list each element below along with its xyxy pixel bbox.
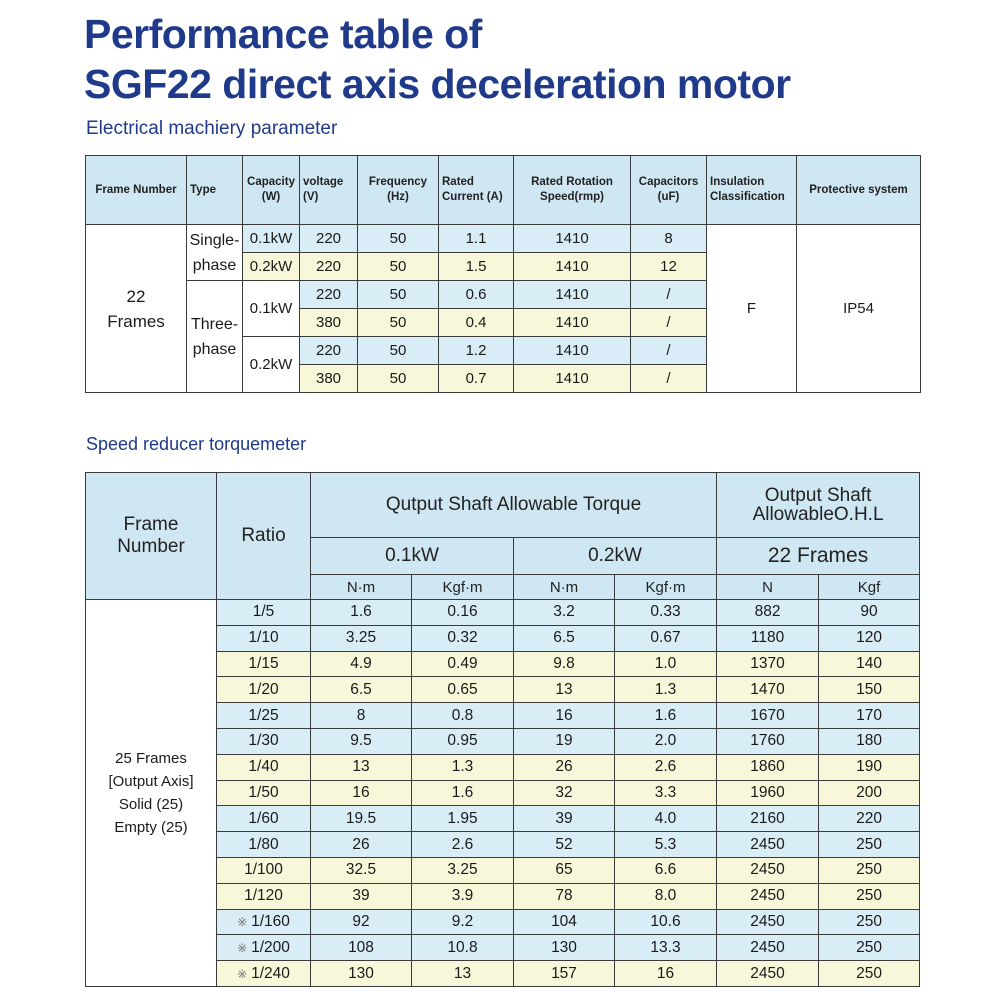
n1-cell: 1.6 [311, 600, 412, 626]
section-title-electrical: Electrical machiery parameter [86, 118, 338, 139]
kgf-cell: 120 [819, 625, 920, 651]
ratio-value: 1/100 [244, 861, 283, 879]
page-title-line-1: Performance table of [84, 11, 482, 57]
capacitor-cell: / [631, 309, 707, 337]
unit-nm-2: N·m [514, 575, 615, 600]
ratio-cell [217, 651, 311, 677]
frame-line: 25 Frames [115, 749, 187, 767]
capacitor-cell: / [631, 281, 707, 309]
ratio-cell [217, 677, 311, 703]
note-mark-icon: ※ [237, 940, 248, 955]
n1-cell: 108 [311, 935, 412, 961]
frequency-cell: 50 [358, 281, 439, 309]
header-capacity: Capacity (W) [243, 156, 300, 225]
ratio-cell [217, 935, 311, 961]
capacitor-cell: 12 [631, 253, 707, 281]
voltage-cell: 220 [300, 281, 358, 309]
k1-cell: 10.8 [412, 935, 514, 961]
n-cell: 2450 [717, 857, 819, 883]
voltage-cell: 220 [300, 337, 358, 365]
n-cell: 882 [717, 600, 819, 626]
ratio-value: 1/25 [248, 706, 279, 724]
header-0-1kw: 0.1kW [311, 538, 514, 575]
n-cell: 1370 [717, 651, 819, 677]
ratio-value: 1/200 [251, 938, 290, 956]
kgf-cell: 250 [819, 935, 920, 961]
k2-cell: 13.3 [615, 935, 717, 961]
ratio-cell [217, 961, 311, 987]
n-cell: 1470 [717, 677, 819, 703]
ratio-value: 1/10 [248, 629, 279, 647]
insulation-value: F [707, 225, 797, 393]
n2-cell: 6.5 [514, 625, 615, 651]
capacity-cell: 0.1kW [243, 281, 300, 337]
frequency-cell: 50 [358, 253, 439, 281]
frequency-cell: 50 [358, 337, 439, 365]
n2-cell: 52 [514, 832, 615, 858]
k2-cell: 16 [615, 961, 717, 987]
kgf-cell: 250 [819, 857, 920, 883]
n1-cell: 19.5 [311, 806, 412, 832]
n2-cell: 13 [514, 677, 615, 703]
header-frequency: Frequency (Hz) [358, 156, 439, 225]
unit-kgf: Kgf [819, 575, 920, 600]
current-cell: 1.5 [439, 253, 514, 281]
n-cell: 2450 [717, 832, 819, 858]
ratio-cell [217, 883, 311, 909]
ratio-value: 1/40 [248, 758, 279, 776]
n1-cell: 8 [311, 703, 412, 729]
table2-row [86, 600, 920, 626]
n1-cell: 6.5 [311, 677, 412, 703]
k1-cell: 0.8 [412, 703, 514, 729]
torque-table [85, 472, 920, 987]
k2-cell: 0.33 [615, 600, 717, 626]
k2-cell: 1.0 [615, 651, 717, 677]
ratio-value: 1/160 [251, 912, 290, 930]
table2-header-row-1 [86, 473, 920, 538]
n2-cell: 32 [514, 780, 615, 806]
n-cell: 1760 [717, 728, 819, 754]
k1-cell: 13 [412, 961, 514, 987]
frame-line: Solid (25) [118, 795, 184, 813]
frame-number-cell [86, 600, 217, 987]
kgf-cell: 250 [819, 832, 920, 858]
n1-cell: 9.5 [311, 728, 412, 754]
header-capacitors: Capacitors (uF) [631, 156, 707, 225]
unit-n: N [717, 575, 819, 600]
ratio-cell [217, 625, 311, 651]
capacity-cell: 0.2kW [243, 337, 300, 393]
n-cell: 2450 [717, 909, 819, 935]
n-cell: 1180 [717, 625, 819, 651]
ratio-value: 1/80 [248, 835, 279, 853]
k1-cell: 1.3 [412, 754, 514, 780]
k2-cell: 1.3 [615, 677, 717, 703]
type-three-l2: phase [192, 340, 237, 358]
capacitor-cell: 8 [631, 225, 707, 253]
kgf-cell: 170 [819, 703, 920, 729]
current-cell: 1.1 [439, 225, 514, 253]
k2-cell: 1.6 [615, 703, 717, 729]
n1-cell: 32.5 [311, 857, 412, 883]
type-three-phase [187, 281, 243, 393]
k1-cell: 1.6 [412, 780, 514, 806]
ratio-value: 1/20 [248, 680, 279, 698]
k2-cell: 10.6 [615, 909, 717, 935]
k1-cell: 1.95 [412, 806, 514, 832]
k2-cell: 5.3 [615, 832, 717, 858]
frequency-cell: 50 [358, 225, 439, 253]
header-insulation: Insulation Classification [707, 156, 797, 225]
speed-cell: 1410 [514, 337, 631, 365]
frame-line: [Output Axis] [108, 772, 194, 790]
capacitor-cell: / [631, 365, 707, 393]
kgf-cell: 190 [819, 754, 920, 780]
type-single-l2: phase [192, 256, 237, 274]
n1-cell: 16 [311, 780, 412, 806]
speed-cell: 1410 [514, 281, 631, 309]
header-voltage: voltage (V) [300, 156, 358, 225]
ratio-value: 1/60 [248, 809, 279, 827]
k1-cell: 9.2 [412, 909, 514, 935]
frequency-cell: 50 [358, 365, 439, 393]
k2-cell: 2.0 [615, 728, 717, 754]
n2-cell: 104 [514, 909, 615, 935]
ratio-cell [217, 600, 311, 626]
k1-cell: 0.65 [412, 677, 514, 703]
frame-line: Empty (25) [114, 818, 188, 836]
ratio-cell [217, 806, 311, 832]
type-single-phase [187, 225, 243, 281]
capacity-cell: 0.1kW [243, 225, 300, 253]
type-three-l1: Three- [190, 315, 239, 333]
header-ratio: Ratio [217, 473, 311, 600]
n1-cell: 92 [311, 909, 412, 935]
k2-cell: 4.0 [615, 806, 717, 832]
capacitor-cell: / [631, 337, 707, 365]
k1-cell: 0.32 [412, 625, 514, 651]
n2-cell: 78 [514, 883, 615, 909]
table1-header-row [86, 156, 921, 225]
n1-cell: 39 [311, 883, 412, 909]
kgf-cell: 200 [819, 780, 920, 806]
unit-kgfm-1: Kgf·m [412, 575, 514, 600]
frame-number-l1: 22 [126, 286, 146, 306]
k1-cell: 2.6 [412, 832, 514, 858]
unit-kgfm-2: Kgf·m [615, 575, 717, 600]
ratio-value: 1/120 [244, 887, 283, 905]
k1-cell: 0.16 [412, 600, 514, 626]
kgf-cell: 150 [819, 677, 920, 703]
header-ohl-l1: Output Shaft [764, 485, 872, 506]
k2-cell: 6.6 [615, 857, 717, 883]
n-cell: 2450 [717, 883, 819, 909]
voltage-cell: 220 [300, 253, 358, 281]
header-frame-l1: Frame [123, 514, 179, 535]
n-cell: 1860 [717, 754, 819, 780]
n2-cell: 39 [514, 806, 615, 832]
kgf-cell: 220 [819, 806, 920, 832]
n2-cell: 157 [514, 961, 615, 987]
ratio-value: 1/50 [248, 783, 279, 801]
n2-cell: 9.8 [514, 651, 615, 677]
speed-cell: 1410 [514, 253, 631, 281]
n1-cell: 130 [311, 961, 412, 987]
k1-cell: 3.25 [412, 857, 514, 883]
kgf-cell: 250 [819, 883, 920, 909]
k2-cell: 0.67 [615, 625, 717, 651]
header-frame-number: Frame Number [86, 156, 187, 225]
k1-cell: 0.49 [412, 651, 514, 677]
voltage-cell: 380 [300, 309, 358, 337]
current-cell: 0.6 [439, 281, 514, 309]
speed-cell: 1410 [514, 225, 631, 253]
n1-cell: 13 [311, 754, 412, 780]
n1-cell: 4.9 [311, 651, 412, 677]
voltage-cell: 380 [300, 365, 358, 393]
k2-cell: 8.0 [615, 883, 717, 909]
n1-cell: 3.25 [311, 625, 412, 651]
section-title-torque: Speed reducer torquemeter [86, 434, 307, 454]
n-cell: 1670 [717, 703, 819, 729]
n2-cell: 130 [514, 935, 615, 961]
ratio-cell [217, 703, 311, 729]
n2-cell: 3.2 [514, 600, 615, 626]
header-rated-rotation: Rated Rotation Speed(rmp) [514, 156, 631, 225]
header-frame-l2: Number [117, 536, 185, 557]
ratio-cell [217, 754, 311, 780]
type-single-l1: Single- [189, 231, 240, 249]
table1-row [86, 225, 921, 253]
n-cell: 2450 [717, 935, 819, 961]
kgf-cell: 90 [819, 600, 920, 626]
ratio-cell [217, 780, 311, 806]
header-protective: Protective system [797, 156, 921, 225]
current-cell: 1.2 [439, 337, 514, 365]
frame-number-cell [86, 225, 187, 393]
capacity-cell: 0.2kW [243, 253, 300, 281]
ratio-value: 1/30 [248, 732, 279, 750]
electrical-parameter-table [85, 155, 921, 393]
header-ohl-l2: AllowableO.H.L [752, 504, 884, 525]
kgf-cell: 250 [819, 909, 920, 935]
kgf-cell: 180 [819, 728, 920, 754]
protective-value: IP54 [797, 225, 921, 393]
note-mark-icon: ※ [237, 966, 248, 981]
speed-cell: 1410 [514, 309, 631, 337]
n2-cell: 19 [514, 728, 615, 754]
n1-cell: 26 [311, 832, 412, 858]
frequency-cell: 50 [358, 309, 439, 337]
n-cell: 2450 [717, 961, 819, 987]
frame-number-l2: Frames [107, 311, 165, 331]
ratio-value: 1/5 [252, 603, 275, 621]
ratio-value: 1/15 [248, 654, 279, 672]
ratio-cell [217, 857, 311, 883]
ratio-cell [217, 909, 311, 935]
n-cell: 1960 [717, 780, 819, 806]
header-type: Type [187, 156, 243, 225]
current-cell: 0.7 [439, 365, 514, 393]
page-title-line-2: SGF22 direct axis deceleration motor [84, 61, 791, 107]
kgf-cell: 250 [819, 961, 920, 987]
header-0-2kw: 0.2kW [514, 538, 717, 575]
ratio-value: 1/240 [251, 964, 290, 982]
header-ohl [717, 473, 920, 538]
kgf-cell: 140 [819, 651, 920, 677]
note-mark-icon: ※ [237, 914, 248, 929]
speed-cell: 1410 [514, 365, 631, 393]
k2-cell: 3.3 [615, 780, 717, 806]
k2-cell: 2.6 [615, 754, 717, 780]
header-frame-number [86, 473, 217, 600]
current-cell: 0.4 [439, 309, 514, 337]
k1-cell: 0.95 [412, 728, 514, 754]
header-torque: Qutput Shaft Allowable Torque [311, 473, 717, 538]
n2-cell: 16 [514, 703, 615, 729]
k1-cell: 3.9 [412, 883, 514, 909]
ratio-cell [217, 728, 311, 754]
ratio-cell [217, 832, 311, 858]
n-cell: 2160 [717, 806, 819, 832]
unit-nm-1: N·m [311, 575, 412, 600]
n2-cell: 26 [514, 754, 615, 780]
n2-cell: 65 [514, 857, 615, 883]
header-22-frames: 22 Frames [717, 538, 920, 575]
voltage-cell: 220 [300, 225, 358, 253]
header-rated-current: Rated Current (A) [439, 156, 514, 225]
